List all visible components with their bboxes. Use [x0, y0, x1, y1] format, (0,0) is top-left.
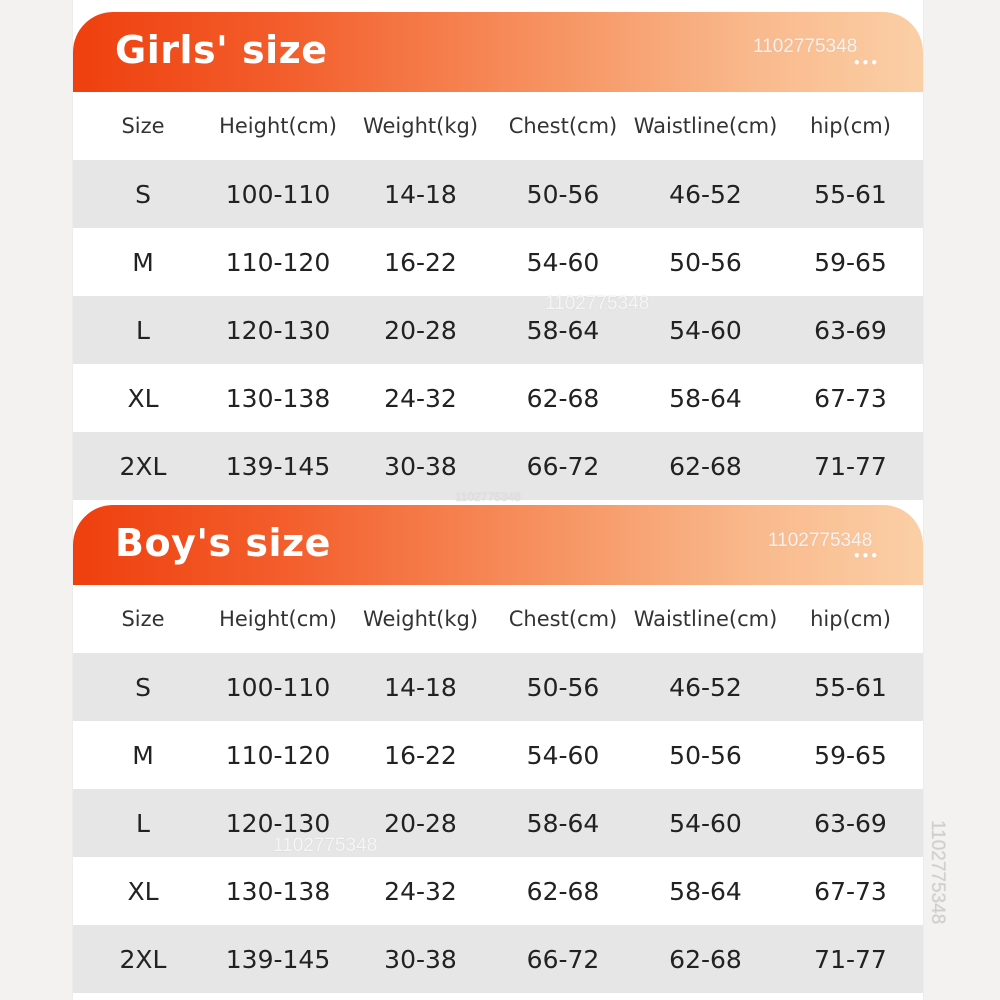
table-row [73, 364, 923, 432]
table-row [73, 857, 923, 925]
girls-header-row [73, 92, 923, 160]
height-cell: 139-145 [225, 451, 331, 481]
size-cell: 2XL [119, 944, 167, 974]
waistline-cell: 58-64 [669, 876, 742, 906]
header-hip: hip(cm) [810, 114, 891, 138]
banner-dots-icon: ••• [852, 56, 879, 70]
watermark: 1102775348 [927, 820, 948, 925]
table-row [73, 160, 923, 228]
hip-cell: 63-69 [814, 315, 887, 345]
weight-cell: 16-22 [384, 247, 457, 277]
header-waistline: Waistline(cm) [633, 607, 778, 631]
waistline-cell: 62-68 [669, 451, 742, 481]
girls-size-title: Girls' size [115, 28, 328, 72]
size-cell: XL [127, 876, 159, 906]
table-row [73, 653, 923, 721]
waistline-cell: 46-52 [669, 179, 742, 209]
height-cell: 130-138 [225, 876, 331, 906]
table-row [73, 925, 923, 993]
hip-cell: 55-61 [814, 672, 887, 702]
waistline-cell: 46-52 [669, 672, 742, 702]
waistline-cell: 50-56 [669, 740, 742, 770]
size-cell: 2XL [119, 451, 167, 481]
weight-cell: 14-18 [384, 672, 457, 702]
size-cell: M [132, 740, 154, 770]
table-row [73, 789, 923, 857]
size-cell: S [135, 672, 151, 702]
chest-cell: 62-68 [526, 876, 600, 906]
size-cell: S [135, 179, 151, 209]
weight-cell: 16-22 [384, 740, 457, 770]
header-height: Height(cm) [219, 607, 337, 631]
header-chest: Chest(cm) [508, 607, 618, 631]
weight-cell: 24-32 [384, 876, 457, 906]
header-chest: Chest(cm) [508, 114, 618, 138]
chest-cell: 58-64 [526, 808, 600, 838]
waistline-cell: 50-56 [669, 247, 742, 277]
chest-cell: 58-64 [526, 315, 600, 345]
hip-cell: 71-77 [814, 451, 887, 481]
weight-cell: 14-18 [384, 179, 457, 209]
weight-cell: 20-28 [384, 315, 457, 345]
chest-cell: 54-60 [526, 740, 600, 770]
boys-size-banner [73, 505, 923, 585]
chest-cell: 50-56 [526, 672, 600, 702]
hip-cell: 59-65 [814, 740, 887, 770]
height-cell: 110-120 [225, 247, 331, 277]
watermark: 1102775348 [455, 490, 521, 504]
hip-cell: 63-69 [814, 808, 887, 838]
header-weight: Weight(kg) [362, 607, 479, 631]
table-row [73, 721, 923, 789]
waistline-cell: 62-68 [669, 944, 742, 974]
watermark: 1102775348 [753, 36, 858, 57]
size-cell: L [136, 315, 150, 345]
chest-cell: 62-68 [526, 383, 600, 413]
weight-cell: 20-28 [384, 808, 457, 838]
waistline-cell: 54-60 [669, 808, 742, 838]
header-size: Size [121, 114, 165, 138]
size-cell: L [136, 808, 150, 838]
chest-cell: 50-56 [526, 179, 600, 209]
size-chart [73, 0, 923, 1000]
height-cell: 120-130 [225, 808, 331, 838]
hip-cell: 67-73 [814, 876, 887, 906]
chest-cell: 66-72 [526, 451, 600, 481]
boys-size-title: Boy's size [115, 521, 331, 565]
header-weight: Weight(kg) [362, 114, 479, 138]
header-size: Size [121, 607, 165, 631]
weight-cell: 24-32 [384, 383, 457, 413]
hip-cell: 55-61 [814, 179, 887, 209]
weight-cell: 30-38 [384, 451, 457, 481]
banner-dots-icon: ••• [852, 549, 879, 563]
chest-cell: 66-72 [526, 944, 600, 974]
watermark: 1102775348 [545, 293, 650, 314]
chest-cell: 54-60 [526, 247, 600, 277]
height-cell: 100-110 [225, 672, 331, 702]
waistline-cell: 54-60 [669, 315, 742, 345]
height-cell: 110-120 [225, 740, 331, 770]
header-height: Height(cm) [219, 114, 337, 138]
boys-header-row [73, 585, 923, 653]
size-cell: XL [127, 383, 159, 413]
table-row [73, 432, 923, 500]
girls-size-banner [73, 12, 923, 92]
weight-cell: 30-38 [384, 944, 457, 974]
girls-size-section [73, 12, 923, 498]
height-cell: 139-145 [225, 944, 331, 974]
hip-cell: 59-65 [814, 247, 887, 277]
height-cell: 130-138 [225, 383, 331, 413]
table-row [73, 296, 923, 364]
waistline-cell: 58-64 [669, 383, 742, 413]
header-waistline: Waistline(cm) [633, 114, 778, 138]
boys-size-section [73, 505, 923, 1000]
height-cell: 100-110 [225, 179, 331, 209]
height-cell: 120-130 [225, 315, 331, 345]
size-cell: M [132, 247, 154, 277]
hip-cell: 71-77 [814, 944, 887, 974]
header-hip: hip(cm) [810, 607, 891, 631]
hip-cell: 67-73 [814, 383, 887, 413]
watermark: 1102775348 [768, 530, 873, 551]
watermark: 1102775348 [273, 835, 378, 856]
table-row [73, 228, 923, 296]
